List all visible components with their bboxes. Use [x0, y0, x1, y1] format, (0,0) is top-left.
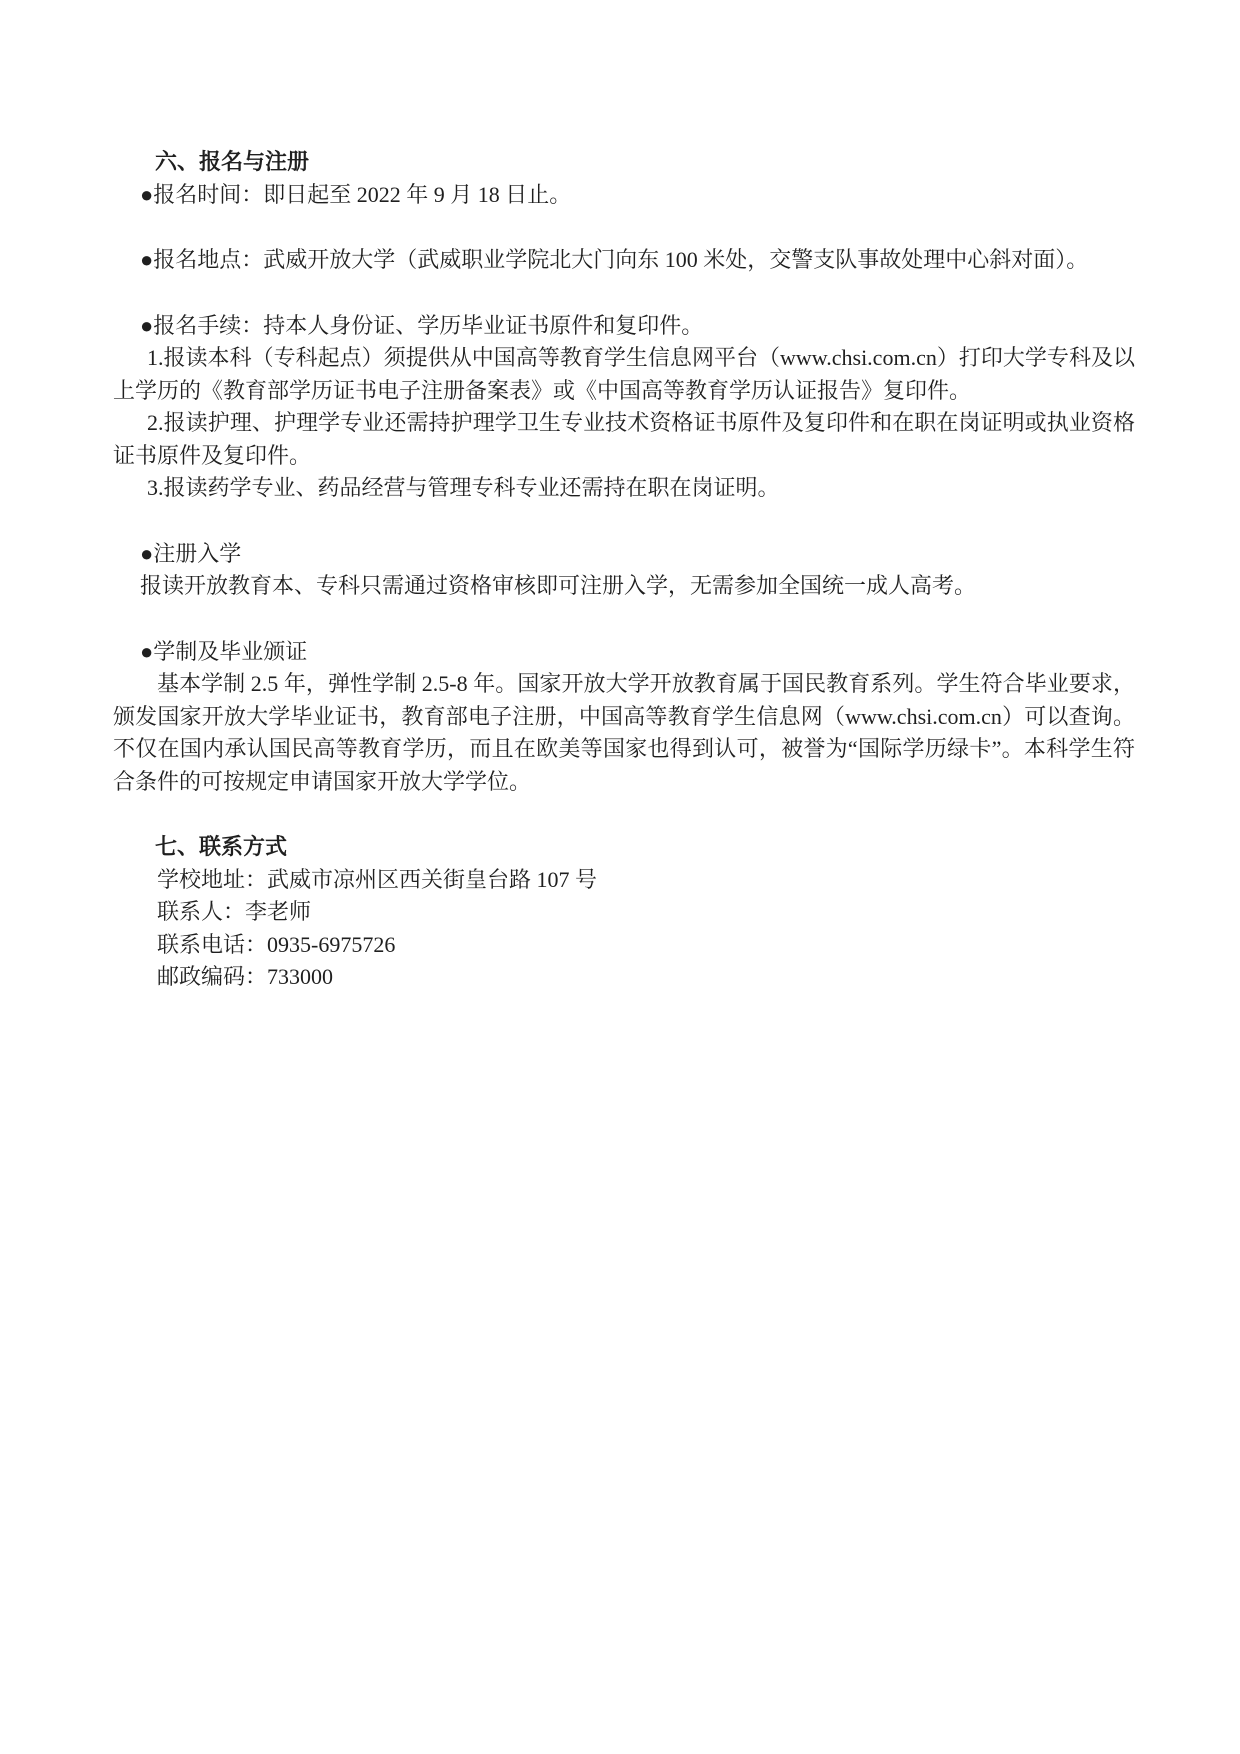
section-heading-contact: 七、联系方式 — [155, 834, 288, 859]
paragraph-schooling-body: 基本学制 2.5 年，弹性学制 2.5-8 年。国家开放大学开放教育属于国民教育系列。学生符合毕业要求，颁发国家开放大学毕业证书，教育部电子注册，中国高等教育学生信息网（www.chsi.com.cn）可以查询。不仅在国内承认国民高等教育学历，而且在欧美等国家也得到认可，被誉为“国际学历绿卡”。本科学生符合条件的可按规定申请国家开放大学学位。 — [113, 671, 1135, 794]
paragraph-procedure-item-3: 3.报读药学专业、药品经营与管理专科专业还需持在职在岗证明。 — [147, 475, 780, 500]
contact-person-line: 联系人：李老师 — [157, 899, 312, 924]
paragraph-registration-place: ●报名地点：武威开放大学（武威职业学院北大门向东 100 米处，交警支队事故处理中心斜对面）。 — [140, 247, 1089, 272]
contact-phone-line: 联系电话：0935-6975726 — [157, 931, 396, 957]
contact-address-line: 学校地址：武威市凉州区西关街皇台路 107 号 — [157, 866, 598, 892]
contact-postcode-line: 邮政编码：733000 — [157, 964, 334, 989]
paragraph-procedure-item-1: 1.报读本科（专科起点）须提供从中国高等教育学生信息网平台（www.chsi.com.cn）打印大学专科及以上学历的《教育部学历证书电子注册备案表》或《中国高等教育学历认证报告》复印件。 — [113, 345, 1135, 403]
paragraph-registration-time: ●报名时间：即日起至 2022 年 9 月 18 日止。 — [140, 181, 572, 207]
section-heading-registration: 六、报名与注册 — [155, 149, 310, 174]
paragraph-schooling-heading: ●学制及毕业颁证 — [140, 638, 308, 664]
paragraph-enrollment-body: 报读开放教育本、专科只需通过资格审核即可注册入学，无需参加全国统一成人高考。 — [140, 573, 977, 598]
document-content — [113, 146, 1135, 994]
paragraph-registration-procedure: ●报名手续：持本人身份证、学历毕业证书原件和复印件。 — [140, 312, 704, 338]
paragraph-procedure-item-2: 2.报读护理、护理学专业还需持护理学卫生专业技术资格证书原件及复印件和在职在岗证明或执业资格证书原件及复印件。 — [113, 410, 1135, 468]
paragraph-enrollment-heading: ●注册入学 — [140, 540, 242, 566]
